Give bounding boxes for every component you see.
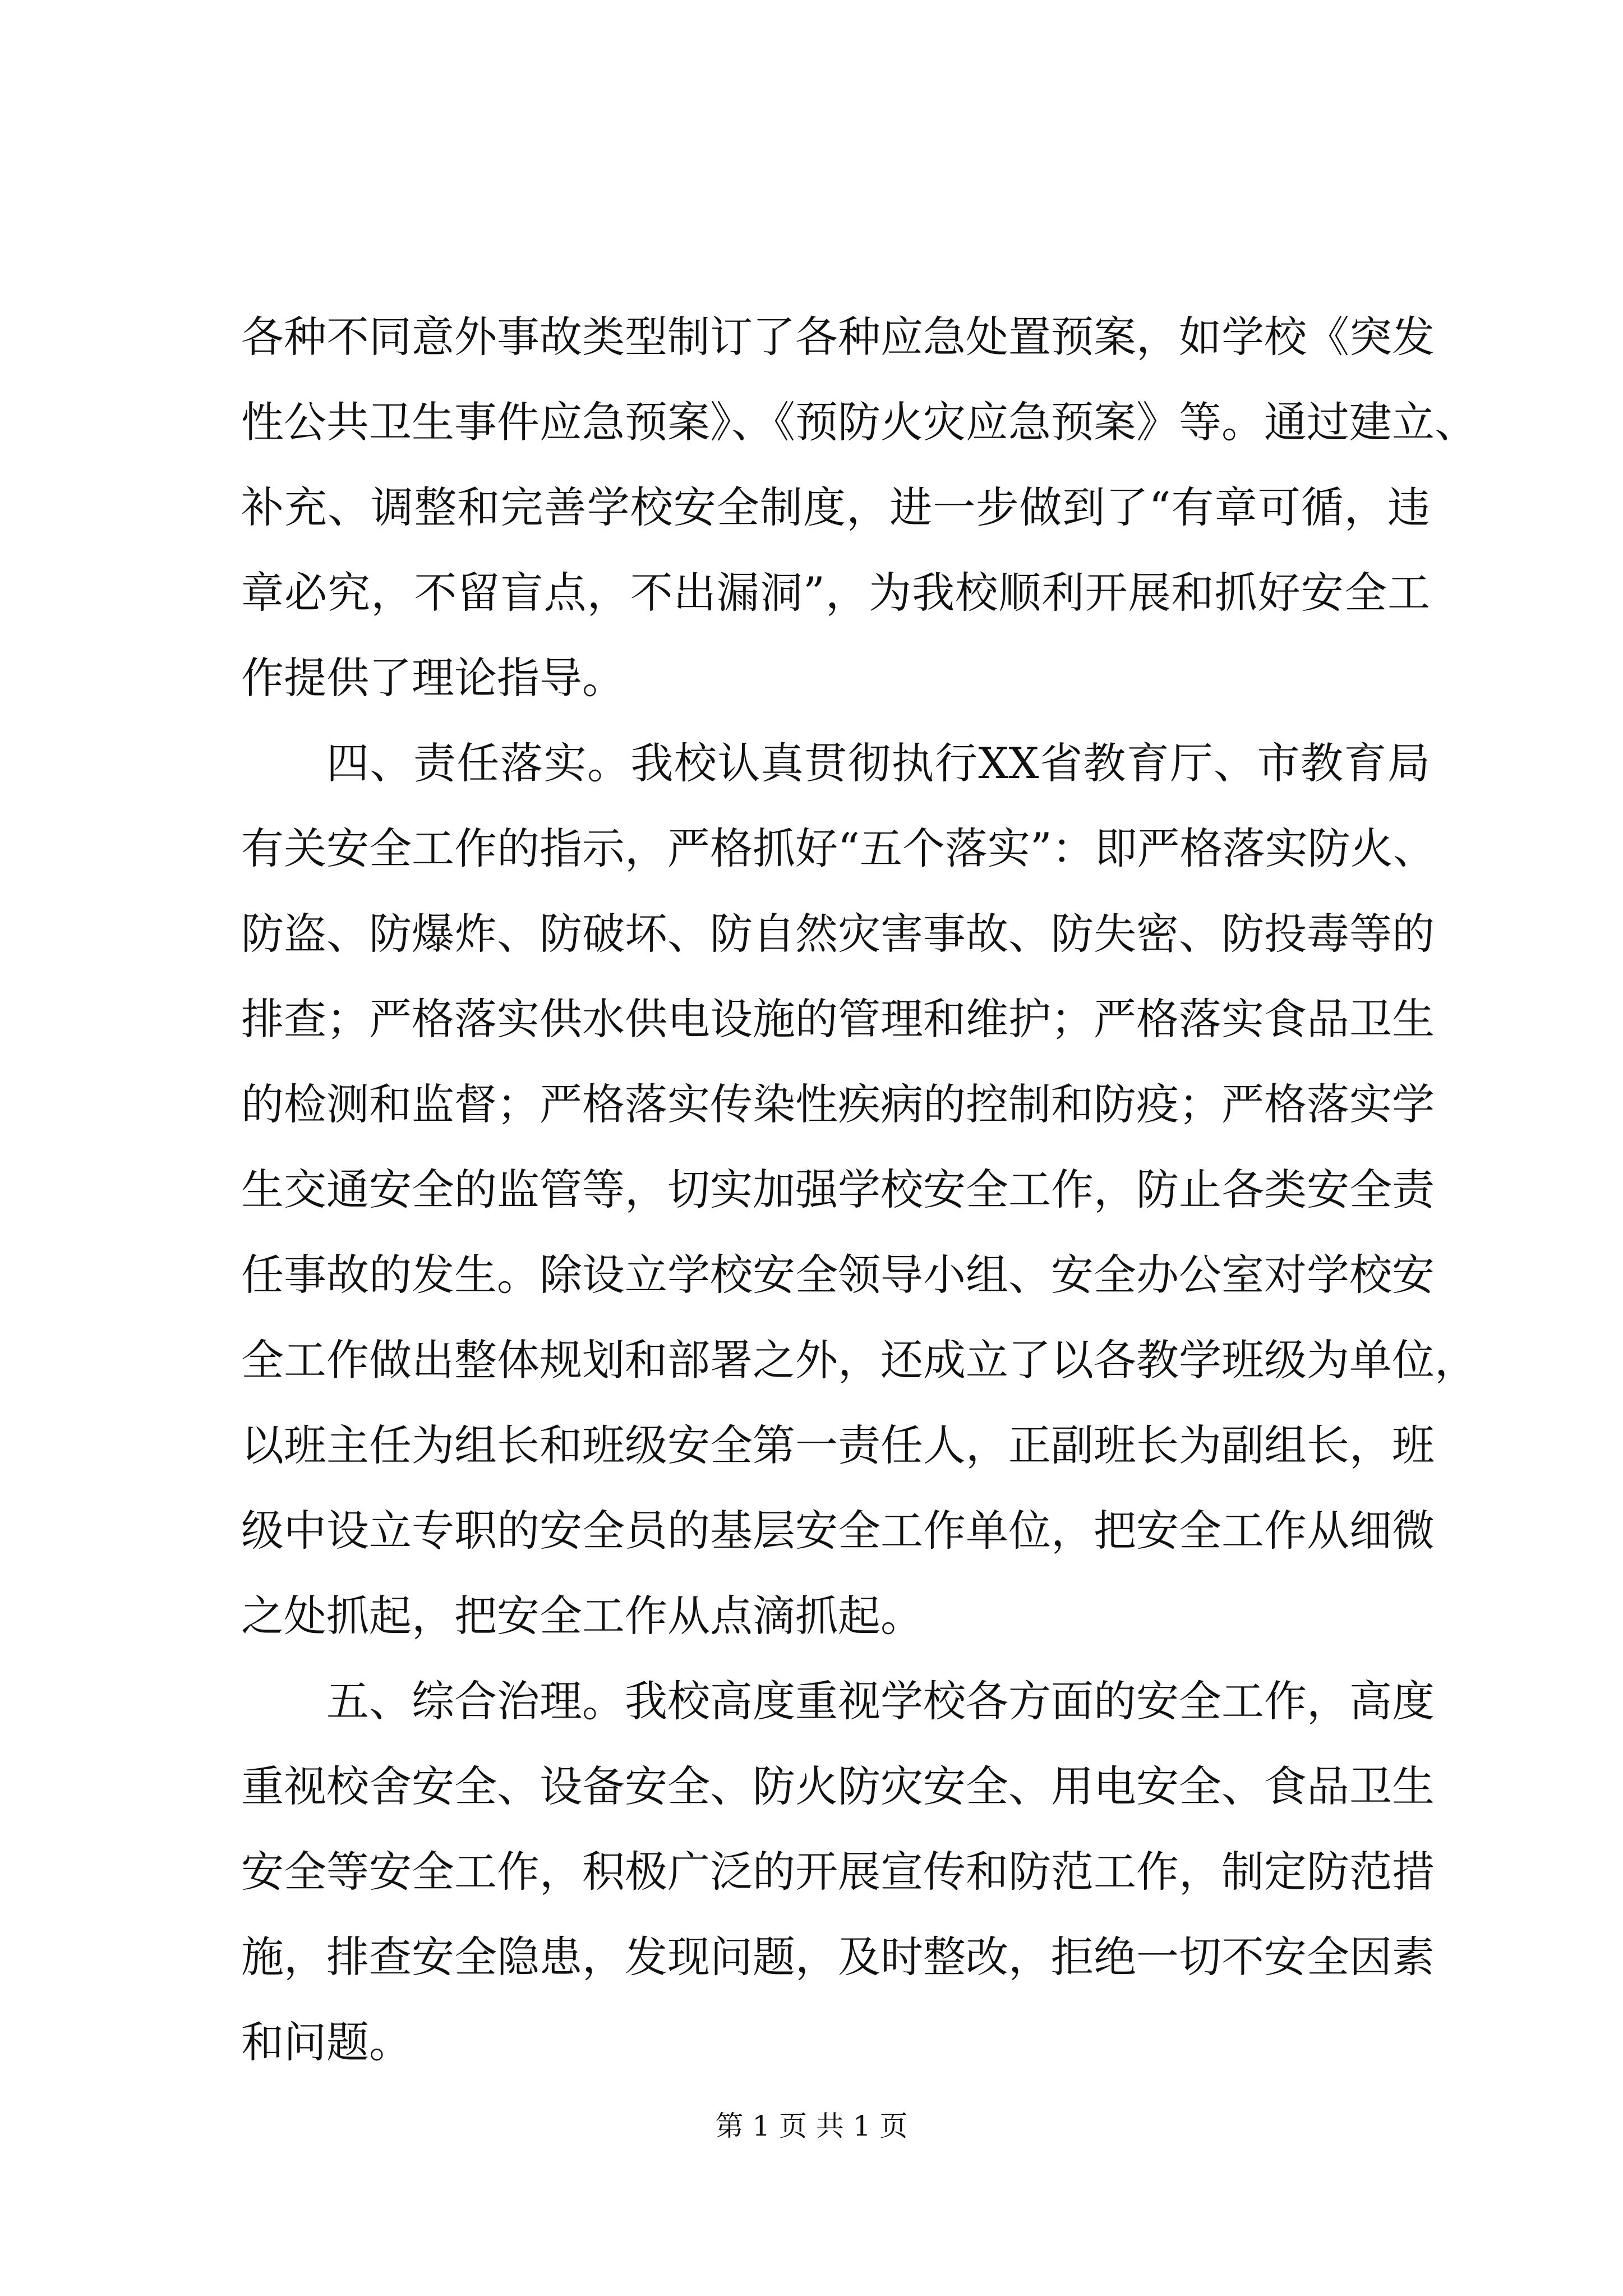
paragraph-section-4 (241, 721, 1477, 1659)
text-line: 全工作做出整体规划和部署之外，还成立了以各教学班级为单位， (241, 1335, 1477, 1385)
text-line: 性公共卫生事件应急预案》、《预防火灾应急预案》等。通过建立、 (241, 397, 1477, 447)
text-line: 安全等安全工作，积极广泛的开展宣传和防范工作，制定防范措 (241, 1847, 1435, 1897)
text-line: 补充、调整和完善学校安全制度，进一步做到了“有章可循，违 (241, 482, 1430, 532)
paragraph-first-line: 四、责任落实。我校认真贯彻执行XX省教育厅、市教育局 (326, 738, 1430, 788)
text-line: 生交通安全的监管等，切实加强学校安全工作，防止各类安全责 (241, 1165, 1435, 1214)
page-number-footer: 第 1 页 共 1 页 (715, 2110, 908, 2142)
paragraph-continued (241, 295, 1477, 721)
text-line: 有关安全工作的指示，严格抓好“五个落实”：即严格落实防火、 (241, 823, 1436, 873)
text-line: 排查；严格落实供水供电设施的管理和维护；严格落实食品卫生 (241, 994, 1435, 1044)
text-line: 级中设立专职的安全员的基层安全工作单位，把安全工作从细微 (241, 1506, 1435, 1556)
text-line: 各种不同意外事故类型制订了各种应急处置预案，如学校《突发 (241, 312, 1435, 362)
text-line: 任事故的发生。除设立学校安全领导小组、安全办公室对学校安 (241, 1250, 1435, 1300)
text-line: 防盗、防爆炸、防破坏、防自然灾害事故、防失密、防投毒等的 (241, 909, 1435, 959)
text-line: 章必究，不留盲点，不出漏洞”，为我校顺利开展和抓好安全工 (241, 568, 1430, 618)
text-line: 和问题。 (241, 2017, 412, 2067)
text-line: 的检测和监督；严格落实传染性疾病的控制和防疫；严格落实学 (241, 1079, 1435, 1129)
text-line: 作提供了理论指导。 (241, 653, 625, 703)
text-line: 以班主任为组长和班级安全第一责任人，正副班长为副组长，班 (241, 1420, 1435, 1470)
text-line: 重视校舍安全、设备安全、防火防灾安全、用电安全、食品卫生 (241, 1761, 1435, 1811)
text-line: 之处抓起，把安全工作从点滴抓起。 (241, 1591, 923, 1641)
document-body (241, 295, 1477, 2085)
paragraph-first-line: 五、综合治理。我校高度重视学校各方面的安全工作，高度 (326, 1676, 1435, 1726)
paragraph-section-5 (241, 1659, 1435, 2085)
text-line: 施，排查安全隐患，发现问题，及时整改，拒绝一切不安全因素 (241, 1932, 1435, 1982)
